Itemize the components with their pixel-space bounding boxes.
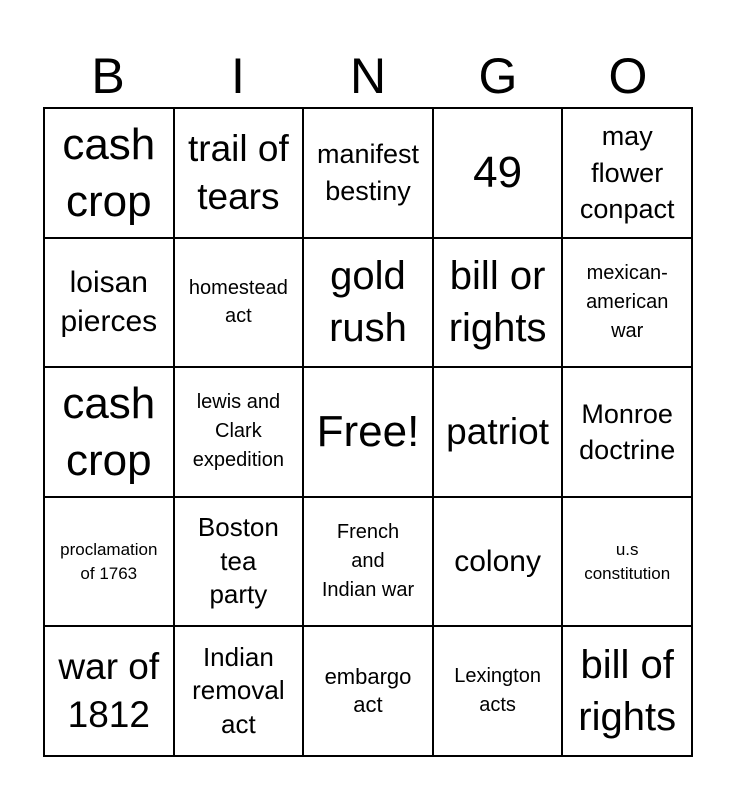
- bingo-cell-r3-c3[interactable]: [434, 498, 564, 628]
- bingo-cell-r2-c2 free-space[interactable]: [304, 368, 434, 498]
- bingo-cell-r1-c1[interactable]: [175, 239, 305, 369]
- bingo-cell-r4-c0[interactable]: [45, 627, 175, 757]
- header-letter-i: I: [231, 48, 245, 104]
- bingo-cell-r0-c3[interactable]: [434, 109, 564, 239]
- cell-text: lewis and Clark expedition: [192, 391, 284, 472]
- cell-text: cash crop: [62, 378, 156, 485]
- bingo-cell-r0-c1[interactable]: [175, 109, 305, 239]
- bingo-cell-r1-c2[interactable]: [304, 239, 434, 369]
- bingo-cell-r0-c2[interactable]: [304, 109, 434, 239]
- cell-text: may flower conpact: [579, 121, 675, 225]
- header-letter-o: O: [608, 48, 648, 104]
- cell-text: manifest bestiny: [316, 139, 420, 206]
- bingo-cell-r4-c3[interactable]: [434, 627, 564, 757]
- cell-text: gold rush: [329, 254, 407, 351]
- bingo-cell-r0-c4[interactable]: [563, 109, 693, 239]
- header-letter-n: N: [349, 48, 387, 104]
- bingo-cell-r4-c2[interactable]: [304, 627, 434, 757]
- cell-text: embargo act: [324, 663, 412, 718]
- cell-text: Indian removal act: [192, 641, 285, 740]
- bingo-cell-r0-c0[interactable]: [45, 109, 175, 239]
- cell-text: trail of tears: [188, 127, 289, 217]
- header-letter-g: G: [478, 48, 518, 104]
- bingo-cell-r1-c0[interactable]: [45, 239, 175, 369]
- cell-text: homestead act: [188, 277, 288, 328]
- cell-text: bill or rights: [448, 254, 547, 351]
- bingo-cell-r2-c4[interactable]: [563, 368, 693, 498]
- bingo-cell-r1-c4[interactable]: [563, 239, 693, 369]
- bingo-board: [43, 107, 693, 757]
- bingo-cell-r4-c1[interactable]: [175, 627, 305, 757]
- cell-text: French and Indian war: [321, 521, 415, 602]
- cell-text: bill of rights: [578, 643, 677, 740]
- cell-text: u.s constitution: [584, 539, 671, 583]
- bingo-header: [43, 44, 693, 108]
- cell-text: cash crop: [62, 119, 156, 226]
- bingo-cell-r3-c0[interactable]: [45, 498, 175, 628]
- cell-text: 49: [473, 148, 523, 198]
- cell-text: proclamation of 1763: [60, 539, 158, 583]
- bingo-cell-r2-c3[interactable]: [434, 368, 564, 498]
- cell-text: patriot: [446, 410, 550, 452]
- bingo-cell-r2-c1[interactable]: [175, 368, 305, 498]
- bingo-cell-r2-c0[interactable]: [45, 368, 175, 498]
- cell-text: Monroe doctrine: [579, 398, 676, 465]
- header-letter-b: B: [91, 48, 125, 104]
- cell-text: Boston tea party: [197, 511, 279, 610]
- cell-text: war of 1812: [58, 646, 160, 736]
- bingo-cell-r3-c2[interactable]: [304, 498, 434, 628]
- bingo-cell-r4-c4[interactable]: [563, 627, 693, 757]
- cell-text: loisan pierces: [60, 266, 158, 339]
- cell-text: colony: [454, 545, 541, 579]
- cell-text: Lexington acts: [454, 665, 541, 717]
- cell-text: Free!: [316, 407, 420, 457]
- cell-text: mexican- american war: [586, 261, 669, 342]
- bingo-cell-r1-c3[interactable]: [434, 239, 564, 369]
- bingo-cell-r3-c1[interactable]: [175, 498, 305, 628]
- bingo-cell-r3-c4[interactable]: [563, 498, 693, 628]
